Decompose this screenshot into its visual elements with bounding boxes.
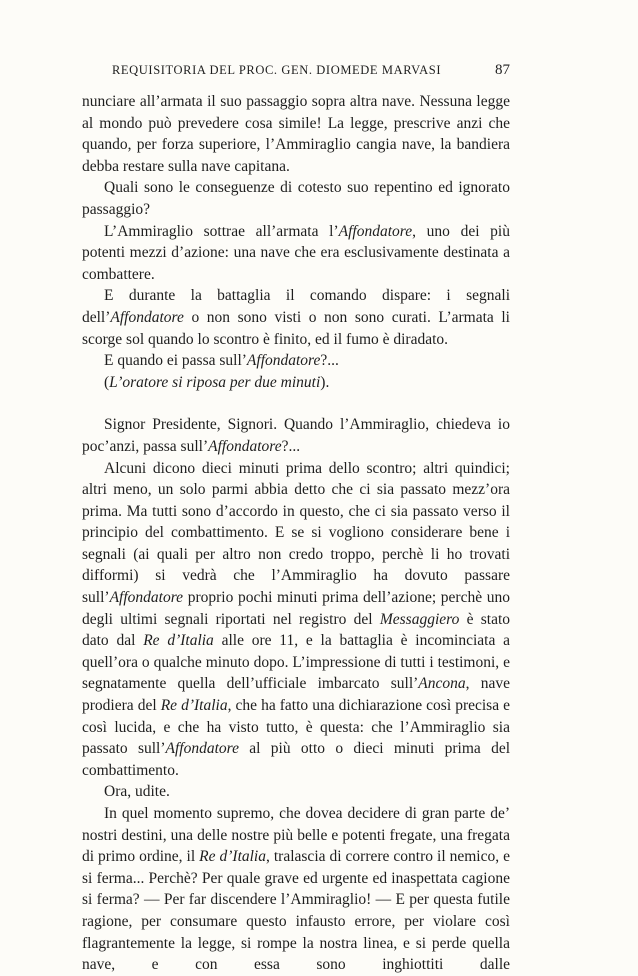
italic-run: Ancona [418,675,466,693]
text-run: o non sono visti o non sono curati. L’armata li scorge sol quando lo scontro è finito, ed il fumo è diradato. [82,308,510,348]
text-run: proprio pochi minuti prima dell’azione; perchè uno degli ultimi segnali riportati nel registro del [82,589,510,628]
text-run: è stato dato dal [82,610,511,650]
italic-run: Affondatore [208,437,282,455]
text-run: , uno dei più potenti mezzi d’azione: una nave che era esclusivamente destinata a combattere. [82,222,510,283]
paragraph [82,221,510,286]
text-run: ( [104,373,110,391]
running-header [82,62,510,79]
italic-run: Re d’Italia [143,632,214,650]
text-run: Quali sono le conseguenze di cotesto suo repentino ed ignorato passaggio? [82,179,510,218]
italic-run: Messaggiero [379,610,460,628]
body-text [82,91,510,976]
text-run: Signor Presidente, Signori. Quando l’Ammiraglio, chiedeva io poc’anzi, passa sull’ [82,416,510,455]
text-run: L’Ammiraglio sottrae all’armata l’ [104,222,339,240]
text-run: , nave prodiera del [82,675,510,715]
text-run: alle ore 11, e la battaglia è incominciata a quell’ora o qualche minuto dopo. L’impressione di tutti i testimoni, e segnatamente quella dell’ufficiale imbarcato sull’ [82,632,511,693]
paragraph [82,285,510,350]
italic-run: Re d’Italia [160,697,228,715]
italic-run: Affondatore [110,308,184,326]
page-number: 87 [495,62,510,78]
italic-run: Affondatore [246,352,321,370]
text-run: , che ha fatto una dichiarazione così precisa e così lucida, e che ha visto tutto, è questa: che l’Ammiraglio sia passato sull’ [82,697,511,758]
text-run: ?... [320,352,339,370]
italic-run: Affondatore [338,222,413,240]
text-run: Alcuni dicono dieci minuti prima dello scontro; altri quindici; altri meno, un solo parmi abbia detto che ci sia passato mezz’ora prima. Ma tutti sono d’accordo in questo, che ci sia passato verso il principio del combattimento. E se si vogliono considerare bene i segnali (ai quali per altro non credo troppo, perchè li ho trovati difformi) si vedrà che l’Ammiraglio ha dovuto passare sull’ [82,459,510,607]
text-run: E durante la battaglia il comando dispare: i segnali dell’ [82,287,510,326]
paragraph [82,781,510,803]
italic-run: Re d’Italia [199,848,266,866]
italic-run: Affondatore [109,589,184,607]
text-run: nunciare all’armata il suo passaggio sopra altra nave. Nessuna legge al mondo può prevedere cosa simile! La legge, prescrive anzi che quando, per forza superiore, l’Ammiraglio cangia nave, la bandiera debba restare sulla nave capitana. [82,93,510,175]
paragraph [82,458,510,782]
text-run: al più otto o dieci minuti prima del combattimento. [82,740,510,779]
paragraph [82,91,510,177]
italic-run: L’oratore si riposa per due minuti [109,373,321,391]
document-page [82,62,510,976]
running-title: REQUISITORIA DEL PROC. GEN. DIOMEDE MARVASI [112,63,442,77]
text-run: In quel momento supremo, che dovea decidere di gran parte de’ nostri destini, una delle nostre più belle e potenti fregate, una fregata di primo ordine, il [82,805,510,866]
paragraph [82,372,510,394]
text-run: E quando ei passa sull’ [104,352,247,370]
text-run: ?... [281,437,301,455]
paragraph [82,177,510,220]
text-run: Ora, udite. [104,783,170,801]
text-run: , tralascia di correre contro il nemico, e si ferma... Perchè? Per quale grave ed urgente ed inaspettata cagione si ferma? — Per far discendere l’Ammiraglio! — E per questa futile ragione, per consumare questo infausto errore, per violare così flagrantemente la legge, si rompe la nostra linea, e si perde quella nave, e con essa sono inghiottiti dalle [82,848,510,974]
text-run: ). [320,373,330,391]
paragraph [82,414,510,457]
paragraph [82,803,510,976]
italic-run: Affondatore [165,740,239,758]
paragraph [82,350,510,372]
